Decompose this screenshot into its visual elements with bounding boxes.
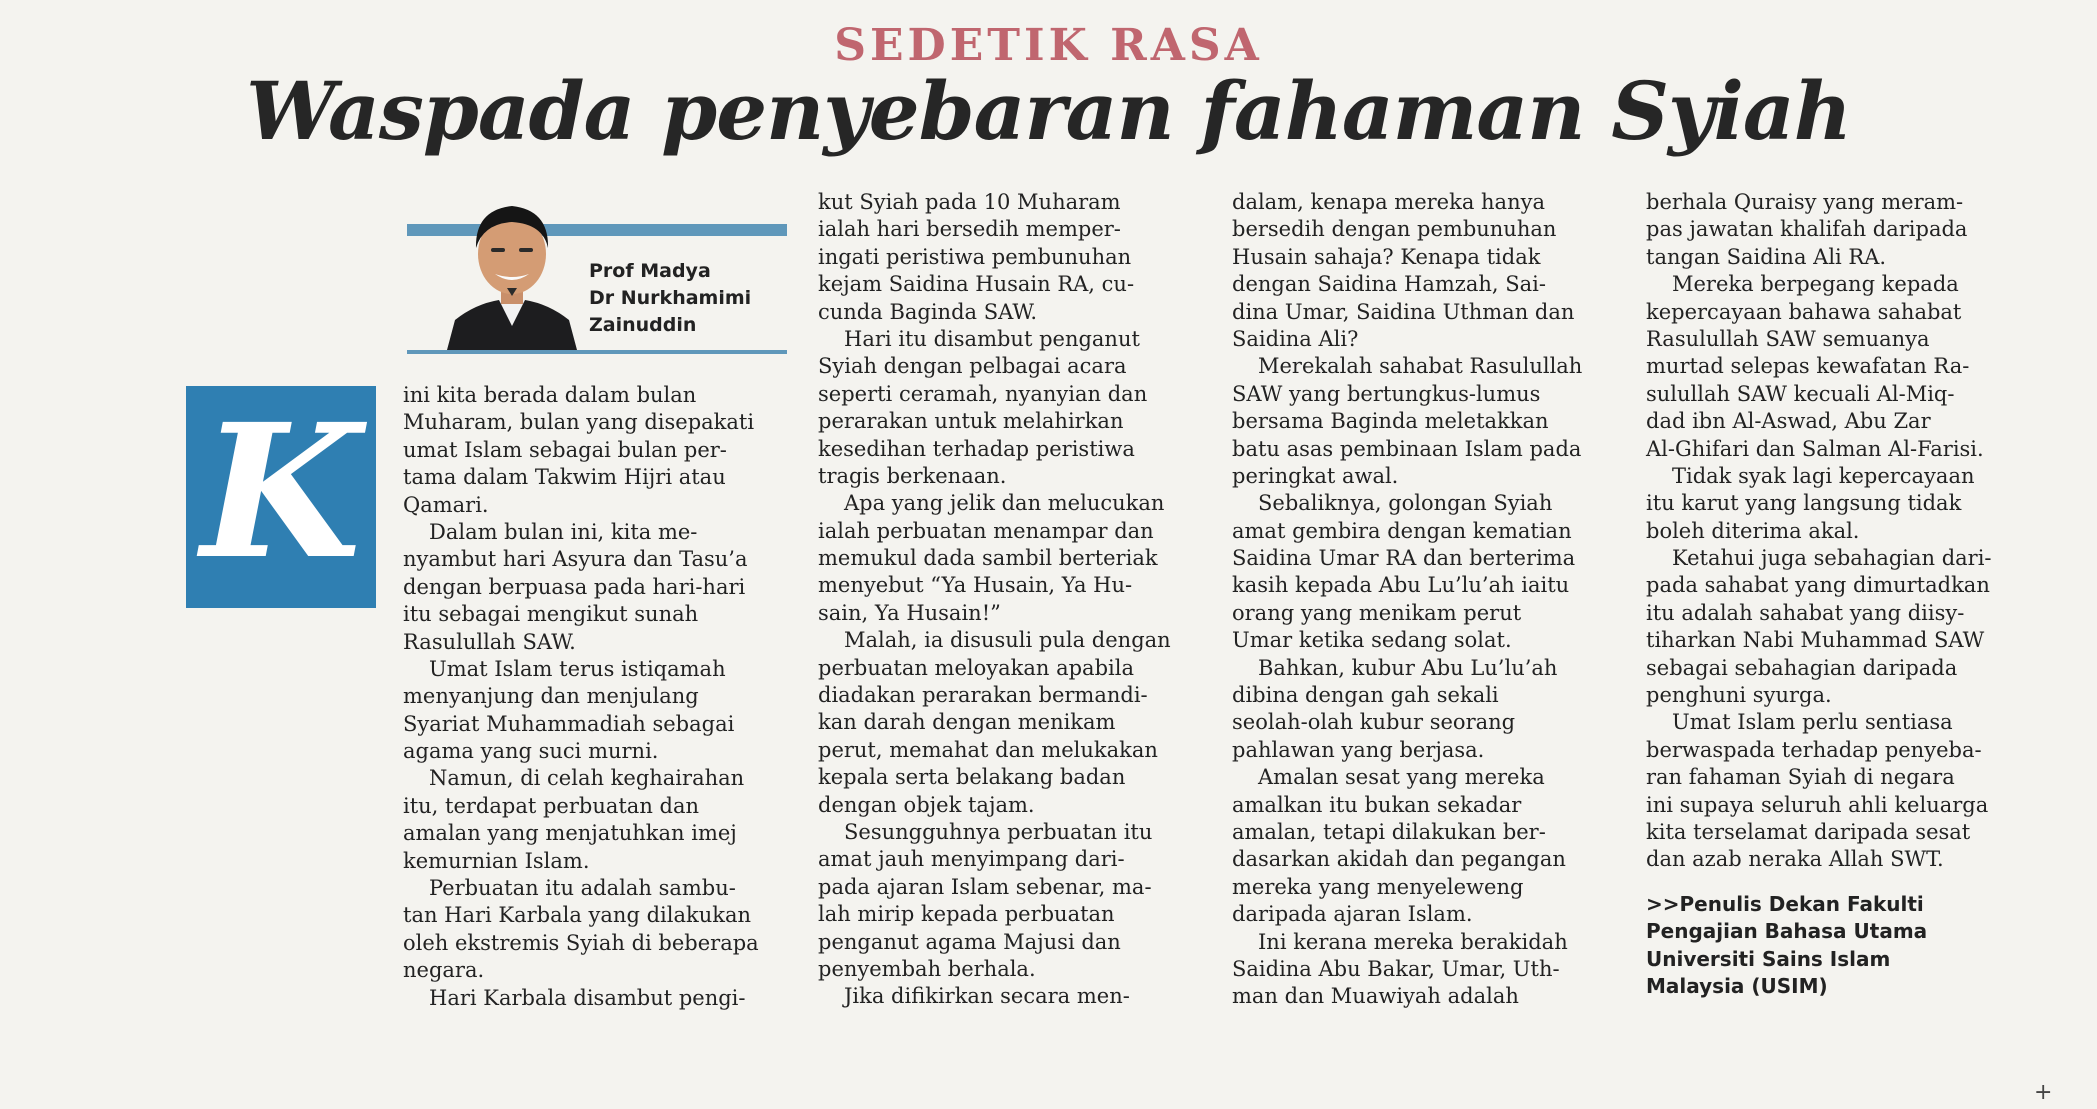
article-headline: Waspada penyebaran fahaman Syiah [246,64,1851,158]
text-line: itu, terdapat perbuatan dan [403,793,700,818]
drop-cap [186,386,376,608]
text-line: Merekalah sahabat Rasulullah [1258,354,1583,379]
text-line: Qamari. [403,492,489,517]
text-line: amat gembira dengan kematian [1232,518,1572,543]
text-line: Tidak syak lagi kepercayaan [1672,463,1975,488]
text-line: tiharkan Nabi Muhammad SAW [1646,628,1985,653]
section-kicker: SEDETIK RASA [834,20,1263,71]
text-line: Ini kerana mereka berakidah [1258,929,1568,954]
text-line: memukul dada sambil berteriak [818,546,1158,571]
text-line: penganut agama Majusi dan [818,929,1121,954]
text-line: tan Hari Karbala yang dilakukan [403,903,751,928]
text-line: Husain sahaja? Kenapa tidak [1232,244,1541,269]
text-line: tama dalam Takwim Hijri atau [403,465,726,490]
text-line: kut Syiah pada 10 Muharam [818,190,1121,214]
text-line: Syiah dengan pelbagai acara [818,354,1127,379]
text-line: pada sahabat yang dimurtadkan [1646,573,1990,598]
text-line: Ketahui juga sebahagian dari- [1672,546,1992,571]
text-line: dan azab neraka Allah SWT. [1646,847,1944,872]
article-column-4 [1646,189,2036,1000]
text-line: kita terselamat daripada sesat [1646,819,1971,844]
text-line: dasarkan akidah dan pegangan [1232,847,1566,872]
text-line: kepercayaan bahawa sahabat [1646,299,1962,324]
text-line: Muharam, bulan yang disepakati [403,410,755,435]
text-line: seolah-olah kubur seorang [1232,710,1516,735]
article-column-3 [1232,189,1622,1011]
text-line: Al-Ghifari dan Salman Al-Farisi. [1646,436,1984,461]
article-column-2 [818,189,1208,1011]
byline-rule-bottom [407,350,787,354]
text-line: Mereka berpegang kepada [1672,272,1959,297]
text-line: kepala serta belakang badan [818,765,1126,790]
text-line: SAW yang bertungkus-lumus [1232,381,1541,406]
text-line: dalam, kenapa mereka hanya [1232,190,1545,214]
text-line: Rasulullah SAW. [403,629,576,654]
text-line: amalkan itu bukan sekadar [1232,792,1522,817]
text-line: Jika difikirkan secara men- [844,984,1130,1009]
text-line: kemurnian Islam. [403,848,590,873]
text-line: daripada ajaran Islam. [1232,902,1473,927]
text-line: ini supaya seluruh ahli keluarga [1646,792,1989,817]
text-line: penyembah berhala. [818,956,1036,981]
text-line: Umat Islam perlu sentiasa [1672,710,1953,735]
text-line: berwaspada terhadap penyeba- [1646,737,1982,762]
text-line: dibina dengan gah sekali [1232,683,1499,708]
text-line: sulullah SAW kecuali Al-Miq- [1646,381,1955,406]
text-line: cunda Baginda SAW. [818,299,1038,324]
text-line: kesedihan terhadap peristiwa [818,436,1135,461]
text-line: bersedih dengan pembunuhan [1232,217,1557,242]
text-line: diadakan perarakan bermandi- [818,683,1148,708]
text-line: seperti ceramah, nyanyian dan [818,381,1148,406]
text-line: Saidina Abu Bakar, Umar, Uth- [1232,956,1560,981]
text-line: umat Islam sebagai bulan per- [403,437,727,462]
text-line: pas jawatan khalifah daripada [1646,217,1968,242]
text-line: menyebut “Ya Husain, Ya Hu- [818,573,1133,598]
text-line: Bahkan, kubur Abu Lu’lu’ah [1258,655,1558,680]
text-line: itu karut yang langsung tidak [1646,491,1962,516]
text-line: menyanjung dan menjulang [403,684,699,709]
author-name-line: Prof Madya [589,260,711,282]
text-line: batu asas pembinaan Islam pada [1232,436,1582,461]
text-line: kan darah dengan menikam [818,710,1116,735]
text-line: sebagai sebahagian daripada [1646,655,1958,680]
text-line: ialah perbuatan menampar dan [818,518,1154,543]
text-line: ialah hari bersedih memper- [818,217,1121,242]
credit-line: >>Penulis Dekan Fakulti [1646,891,1924,916]
text-line: peringkat awal. [1232,463,1399,488]
text-line: Hari itu disambut penganut [844,326,1140,351]
text-line: nyambut hari Asyura dan Tasu’a [403,547,748,572]
text-line: Sesungguhnya perbuatan itu [844,819,1153,844]
byline-box [407,192,787,354]
text-line: orang yang menikam perut [1232,600,1522,625]
text-line: dengan objek tajam. [818,792,1035,817]
text-line: dengan Saidina Hamzah, Sai- [1232,272,1546,297]
author-name [589,258,789,339]
text-line: dengan berpuasa pada hari-hari [403,574,746,599]
text-line: Umat Islam terus istiqamah [429,656,726,681]
text-line: tragis berkenaan. [818,463,1007,488]
author-name-line: Zainuddin [589,314,697,336]
text-line: amalan, tetapi dilakukan ber- [1232,819,1546,844]
text-line: Apa yang jelik dan melucukan [844,491,1165,516]
text-line: Dalam bulan ini, kita me- [429,519,698,544]
text-line: mereka yang menyeleweng [1232,874,1524,899]
text-line: Syariat Muhammadiah sebagai [403,711,735,736]
text-line: Hari Karbala disambut pengi- [429,985,746,1010]
text-line: ran fahaman Syiah di negara [1646,765,1955,790]
text-line: perut, memahat dan melukakan [818,737,1158,762]
text-line: pada ajaran Islam sebenar, ma- [818,874,1152,899]
author-photo [447,192,577,350]
author-name-line: Dr Nurkhamimi [589,287,752,309]
text-line: itu adalah sahabat yang diisy- [1646,600,1965,625]
register-mark: + [2034,1080,2053,1105]
text-line: dad ibn Al-Aswad, Abu Zar [1646,409,1931,434]
text-line: tangan Saidina Ali RA. [1646,244,1887,269]
text-line: Rasulullah SAW semuanya [1646,326,1930,351]
text-line: berhala Quraisy yang meram- [1646,190,1964,214]
text-line: bersama Baginda meletakkan [1232,409,1549,434]
text-line: amalan yang menjatuhkan imej [403,821,737,846]
drop-cap-letter: K [201,384,361,600]
text-line: Saidina Umar RA dan berterima [1232,546,1576,571]
text-line: murtad selepas kewafatan Ra- [1646,354,1970,379]
credit-line: Malaysia (USIM) [1646,973,1828,998]
text-line: Amalan sesat yang mereka [1258,765,1545,790]
text-line: amat jauh menyimpang dari- [818,847,1125,872]
text-line: Sebaliknya, golongan Syiah [1258,491,1553,516]
text-line: negara. [403,958,485,983]
text-line: lah mirip kepada perbuatan [818,902,1115,927]
text-line: itu sebagai mengikut sunah [403,602,699,627]
text-line: man dan Muawiyah adalah [1232,984,1519,1009]
text-line: Malah, ia disusuli pula dengan [844,628,1171,653]
text-line: sain, Ya Husain!” [818,600,1001,625]
text-line: ini kita berada dalam bulan [403,383,697,407]
text-line: kejam Saidina Husain RA, cu- [818,272,1135,297]
article-column-1 [403,382,793,1012]
text-line: kasih kepada Abu Lu’lu’ah iaitu [1232,573,1570,598]
text-line: penghuni syurga. [1646,683,1832,708]
text-line: agama yang suci murni. [403,739,659,764]
text-line: perarakan untuk melahirkan [818,409,1124,434]
text-line: pahlawan yang berjasa. [1232,737,1485,762]
text-line: oleh ekstremis Syiah di beberapa [403,930,759,955]
credit-line: Pengajian Bahasa Utama [1646,919,1928,944]
text-line: boleh diterima akal. [1646,518,1860,543]
text-line: Perbuatan itu adalah sambu- [429,876,736,901]
text-line: perbuatan meloyakan apabila [818,655,1134,680]
text-line: dina Umar, Saidina Uthman dan [1232,299,1575,324]
credit-line: Universiti Sains Islam [1646,946,1891,971]
text-line: Umar ketika sedang solat. [1232,628,1512,653]
text-line: Namun, di celah keghairahan [429,766,745,791]
text-line: Saidina Ali? [1232,326,1359,351]
text-line: ingati peristiwa pembunuhan [818,244,1132,269]
